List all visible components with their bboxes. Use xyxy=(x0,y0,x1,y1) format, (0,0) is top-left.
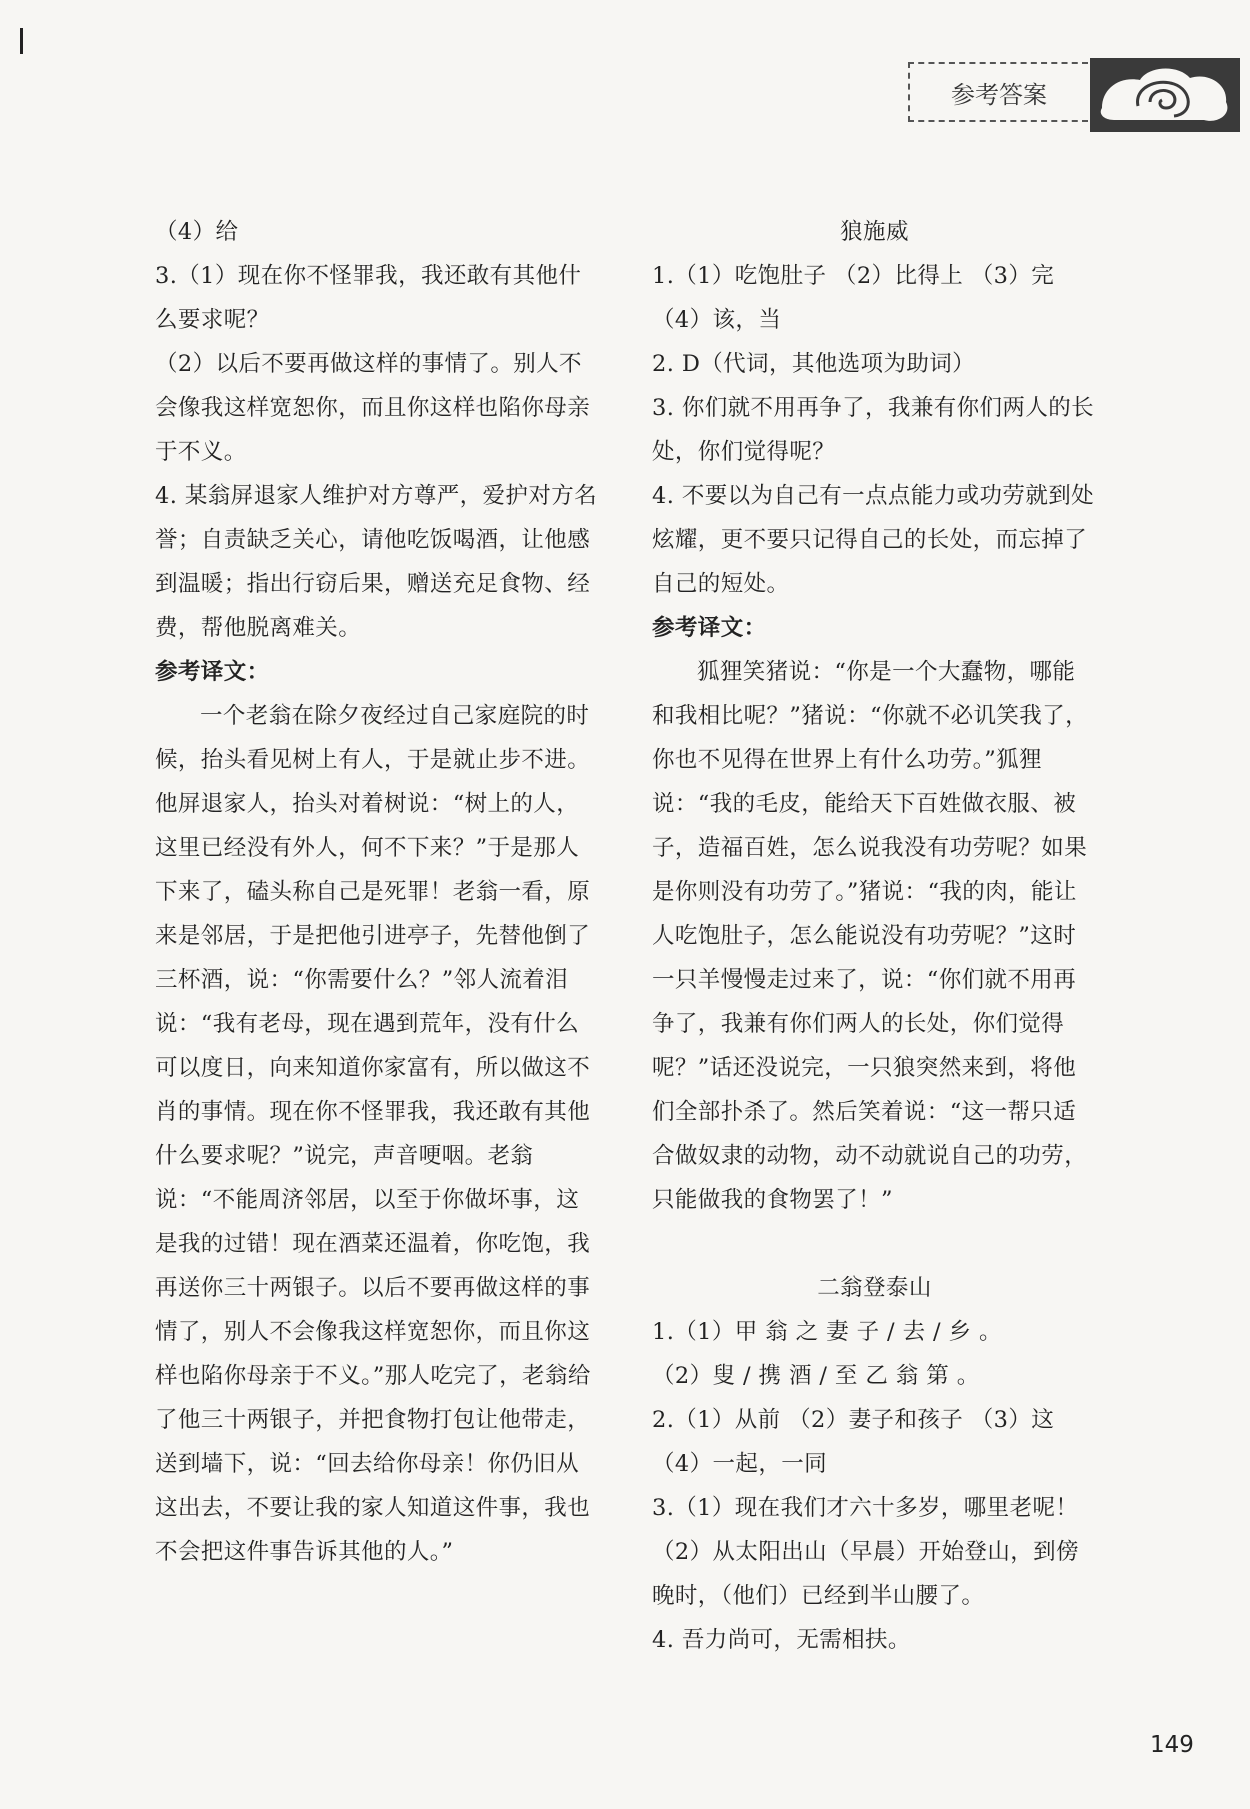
answer-line: 2.（1）从前 （2）妻子和孩子 （3）这 xyxy=(652,1407,1055,1433)
answer-line: （2）以后不要再做这样的事情了。别人不会像我这样宽恕你，而且你这样也陷你母亲于不义。 xyxy=(155,351,591,465)
page-number: 149 xyxy=(1150,1732,1194,1758)
header-label-text: 参考答案 xyxy=(951,80,1047,109)
answer-line: （4）该，当 xyxy=(652,307,782,333)
translation-heading: 参考译文： xyxy=(155,659,270,685)
answer-line: 3.（1）现在我们才六十多岁，哪里老呢！ xyxy=(652,1495,1079,1521)
answer-line: （2）叟 / 携 酒 / 至 乙 翁 第 。 xyxy=(652,1363,980,1389)
right-column xyxy=(652,210,1097,1662)
answer-line: （2）从太阳出山（早晨）开始登山，到傍晚时，（他们）已经到半山腰了。 xyxy=(652,1539,1079,1609)
translation-heading: 参考译文： xyxy=(652,615,767,641)
answer-line: （4）一起，一同 xyxy=(652,1451,828,1477)
section-title: 狼施威 xyxy=(840,219,909,245)
answer-line: 4. 某翁屏退家人维护对方尊严，爱护对方名誉；自责缺乏关心，请他吃饭喝酒，让他感到温暖；指出行窃后果，赠送充足食物、经费，帮他脱离难关。 xyxy=(155,483,598,641)
left-column xyxy=(155,210,600,1574)
translation-paragraph: 狐狸笑猪说：“你是一个大蠢物，哪能和我相比呢？”猪说：“你就不必讥笑我了，你也不见得在世界上有什么功劳。”狐狸说：“我的毛皮，能给天下百姓做衣服、被子，造福百姓，怎么说我没有功劳呢？如果是你则没有功劳了。”猪说：“我的肉，能让人吃饱肚子，怎么能说没有功劳呢？”这时一只羊慢慢走过来了，说：“你们就不用再争了，我兼有你们两人的长处，你们觉得呢？”话还没说完，一只狼突然来到，将他们全部扑杀了。然后笑着说：“这一帮只适合做奴隶的动物，动不动就说自己的功劳，只能做我的食物罢了！” xyxy=(652,659,1089,1213)
answer-line: 4. 不要以为自己有一点点能力或功劳就到处炫耀，更不要只记得自己的长处，而忘掉了自己的短处。 xyxy=(652,483,1095,597)
answer-line: 2. D（代词，其他选项为助词） xyxy=(652,351,976,377)
answer-line: 1.（1）甲 翁 之 妻 子 / 去 / 乡 。 xyxy=(652,1319,1002,1345)
header-answer-label xyxy=(908,62,1088,122)
answer-line: 3. 你们就不用再争了，我兼有你们两人的长处，你们觉得呢？ xyxy=(652,395,1095,465)
answer-line: （4）给 xyxy=(155,219,239,245)
answer-line: 1.（1）吃饱肚子 （2）比得上 （3）完 xyxy=(652,263,1055,289)
answer-line: 4. 吾力尚可，无需相扶。 xyxy=(652,1627,911,1653)
translation-paragraph: 一个老翁在除夕夜经过自己家庭院的时候，抬头看见树上有人，于是就止步不进。他屏退家人，抬头对着树说：“树上的人，这里已经没有外人，何不下来？”于是那人下来了，磕头称自己是死罪！老翁一看，原来是邻居，于是把他引进亭子，先替他倒了三杯酒，说：“你需要什么？”邻人流着泪说：“我有老母，现在遇到荒年，没有什么可以度日，向来知道你家富有，所以做这不肖的事情。现在你不怪罪我，我还敢有其他什么要求呢？”说完，声音哽咽。老翁说：“不能周济邻居，以至于你做坏事，这是我的过错！现在酒菜还温着，你吃饱，我再送你三十两银子。以后不要再做这样的事情了，别人不会像我这样宽恕你，而且你这样也陷你母亲于不义。”那人吃完了，老翁给了他三十两银子，并把食物打包让他带走，送到墙下，说：“回去给你母亲！你仍旧从这出去，不要让我的家人知道这件事，我也不会把这件事告诉其他的人。” xyxy=(155,703,591,1565)
answer-line: 3.（1）现在你不怪罪我，我还敢有其他什么要求呢？ xyxy=(155,263,582,333)
cloud-swirl-icon xyxy=(1090,58,1240,132)
section-title: 二翁登泰山 xyxy=(817,1275,932,1301)
corner-crop-mark xyxy=(20,28,23,54)
section-gap xyxy=(652,1222,1097,1266)
